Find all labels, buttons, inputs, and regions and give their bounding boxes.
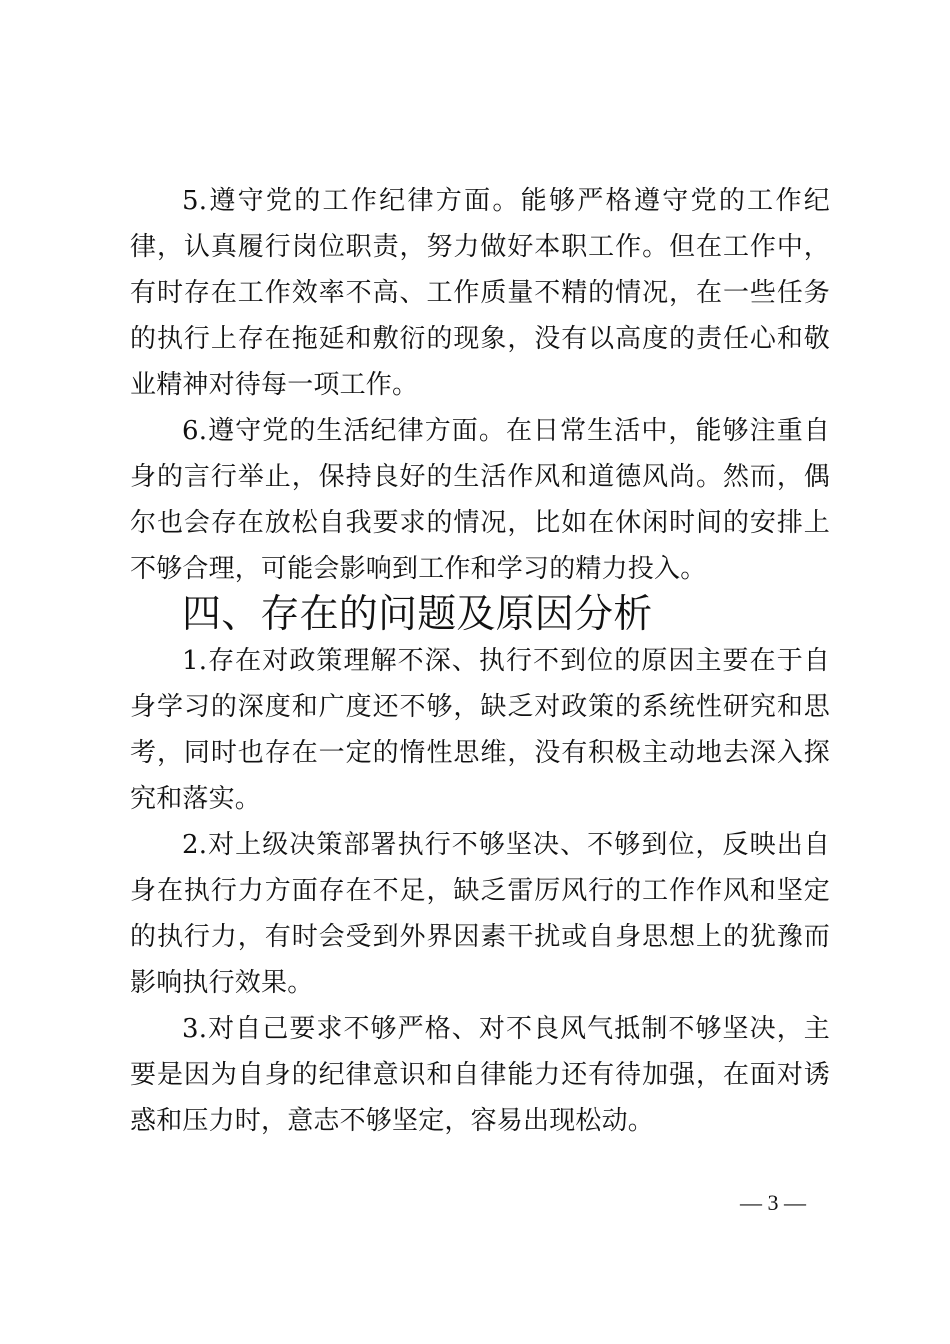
paragraph-problem-3: 3.对自己要求不够严格、对不良风气抵制不够坚决，主要是因为自身的纪律意识和自律能力还有待加强，在面对诱惑和压力时，意志不够坚定，容易出现松动。 xyxy=(130,1014,830,1136)
paragraph-problem-1: 1.存在对政策理解不深、执行不到位的原因主要在于自身学习的深度和广度还不够，缺乏对政策的系统性研究和思考，同时也存在一定的惰性思维，没有积极主动地去深入探究和落实。 xyxy=(130,646,830,814)
paragraph-work-discipline: 5.遵守党的工作纪律方面。能够严格遵守党的工作纪律，认真履行岗位职责，努力做好本职工作。但在工作中，有时存在工作效率不高、工作质量不精的情况，在一些任务的执行上存在拖延和敷衍的现象，没有以高度的责任心和敬业精神对待每一项工作。 xyxy=(130,186,830,400)
document-body xyxy=(130,178,830,1144)
paragraph-problem-2: 2.对上级决策部署执行不够坚决、不够到位，反映出自身在执行力方面存在不足，缺乏雷厉风行的工作作风和坚定的执行力，有时会受到外界因素干扰或自身思想上的犹豫而影响执行效果。 xyxy=(130,830,830,998)
section-heading: 四、存在的问题及原因分析 xyxy=(182,592,653,637)
paragraph-life-discipline: 6.遵守党的生活纪律方面。在日常生活中，能够注重自身的言行举止，保持良好的生活作风和道德风尚。然而，偶尔也会存在放松自我要求的情况，比如在休闲时间的安排上不够合理，可能会影响到工作和学习的精力投入。 xyxy=(130,416,830,584)
page-number: — 3 — xyxy=(740,1190,806,1215)
